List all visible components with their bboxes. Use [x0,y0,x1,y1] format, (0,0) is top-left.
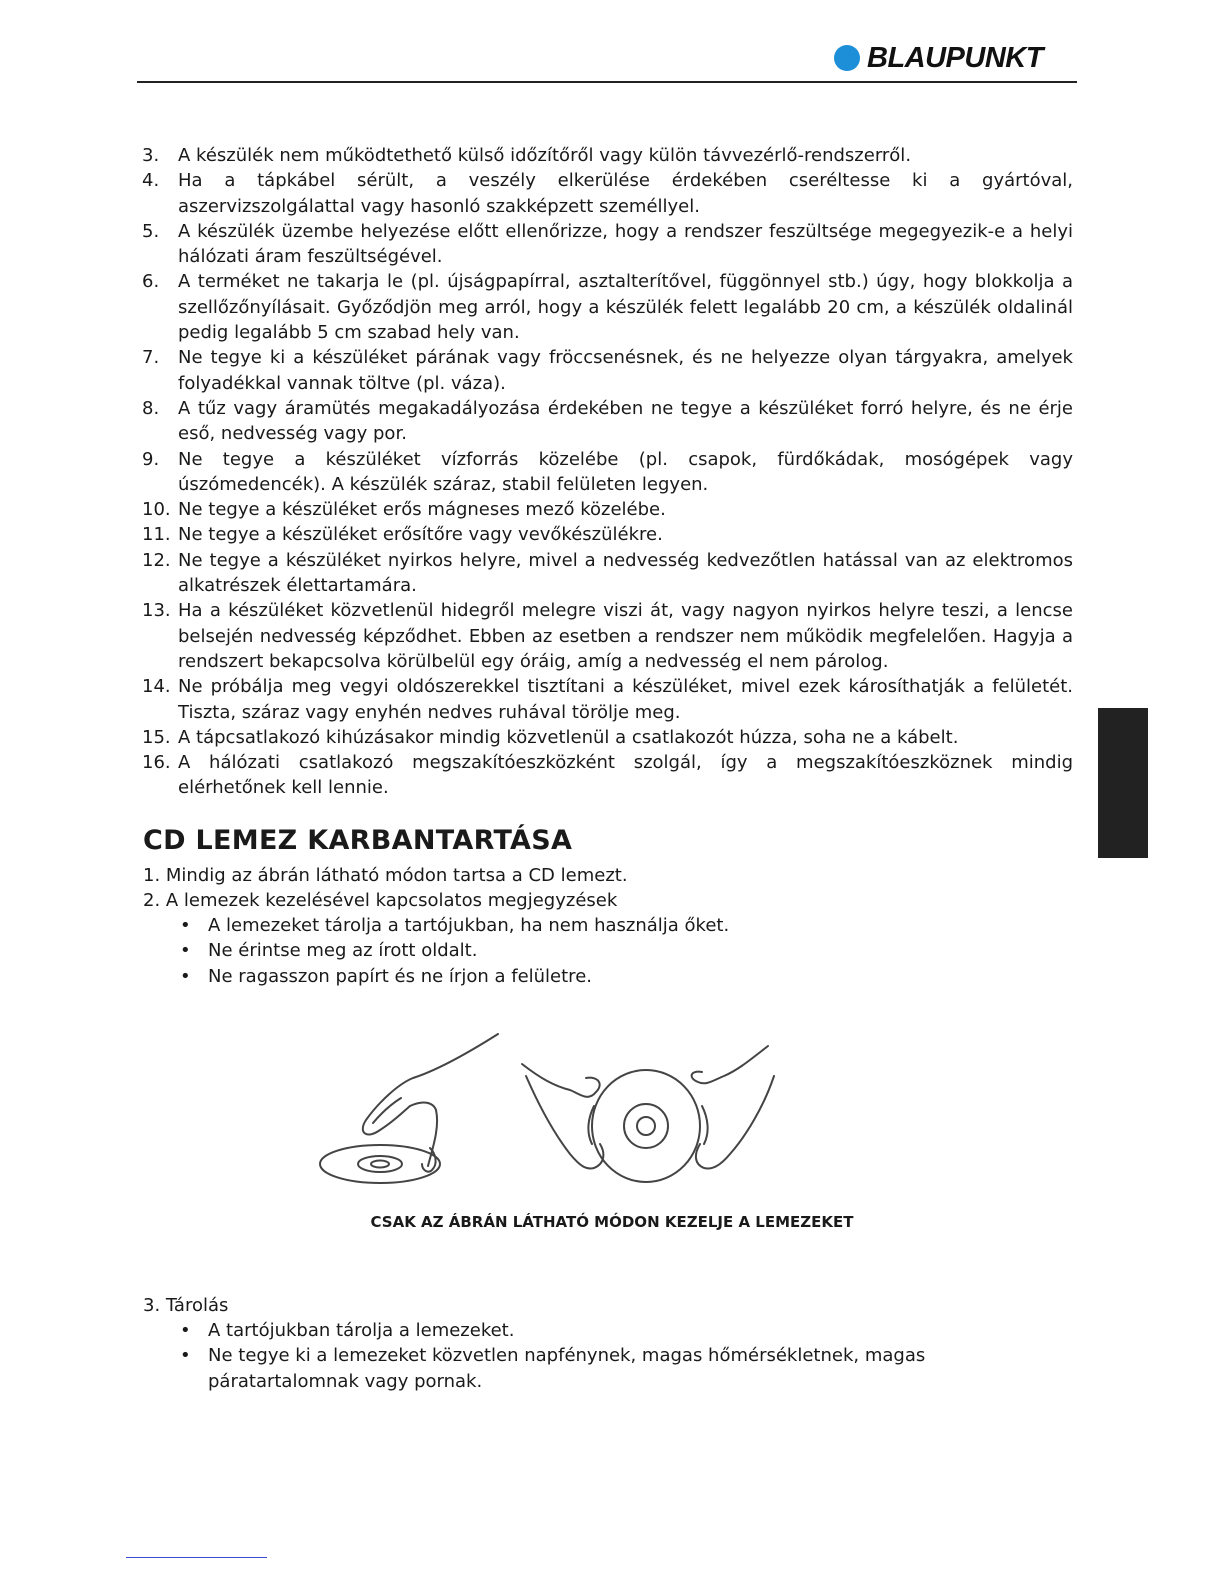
right-hands-holding-disc-icon [522,1046,774,1182]
section-title: CD LEMEZ KARBANTARTÁSA [143,825,573,856]
safety-list [142,143,1073,801]
item-number: 6. [142,271,160,293]
brand-name: BLAUPUNKT [867,41,1043,74]
storage-bullet-list [180,1318,980,1394]
list-item [142,522,1073,547]
figure-caption: CSAK AZ ÁBRÁN LÁTHATÓ MÓDON KEZELJE A LEMEZEKET [370,1213,854,1231]
item-number: 12. [142,549,171,571]
item-text: A terméket ne takarja le (pl. újságpapírral, asztalterítővel, függönnyel stb.) úgy, hogy blokkolja a szellőzőnyílásait. Győződjön meg arról, hogy a készülék felett legalább 20 cm, a készülék oldalinál pedig legalább 5 cm szabad hely van. [178,271,1073,344]
item-number: 13. [142,600,171,622]
bullet-item: • Ne tegye ki a lemezeket közvetlen napfénynek, magas hőmérsékletnek, magas páratartalomnak vagy pornak. [180,1343,980,1394]
bullet-item: • A tartójukban tárolja a lemezeket. [180,1318,980,1343]
cd-item-2: 2. A lemezek kezelésével kapcsolatos megjegyzések [143,890,618,911]
item-number: 5. [142,220,160,242]
list-item [142,168,1073,219]
item-text: Ne tegye a készüléket nyirkos helyre, mivel a nedvesség kedvezőtlen hatással van az elektromos alkatrészek élettartamára. [178,549,1073,597]
footer-line [126,1557,267,1558]
item-number: 8. [142,397,160,419]
list-item [142,143,1073,168]
item-number: 11. [142,524,171,546]
list-item [142,750,1073,801]
cd-handling-illustration [318,1028,780,1200]
list-item [142,598,1073,674]
cd-item-1: 1. Mindig az ábrán látható módon tartsa a CD lemezt. [143,865,628,886]
list-item [142,548,1073,599]
header-divider [137,81,1077,83]
cd-item-3: 3. Tárolás [143,1295,229,1316]
list-item [142,269,1073,345]
bullet-item: • Ne érintse meg az írott oldalt. [180,938,729,963]
item-text: A tűz vagy áramütés megakadályozása érdekében ne tegye a készüléket forró helyre, és ne érje eső, nedvesség vagy por. [178,397,1073,445]
item-text: A tápcsatlakozó kihúzásakor mindig közvetlenül a csatlakozót húzza, soha ne a kábelt. [178,726,959,748]
item-number: 3. [142,145,160,166]
list-item [142,674,1073,725]
bullet-item: • A lemezeket tárolja a tartójukban, ha nem használja őket. [180,913,729,938]
item-number: 16. [142,752,171,774]
list-item [142,497,1073,522]
item-text: Ne tegye a készüléket vízforrás közelébe (pl. csapok, fürdőkádak, mosógépek vagy úszómedencék). A készülék száraz, stabil felületen legyen. [178,448,1073,495]
item-text: A készülék nem működtethető külső időzítőről vagy külön távvezérlő-rendszerről. [178,145,912,166]
list-item [142,345,1073,396]
item-text: Ha a tápkábel sérült, a veszély elkerülése érdekében cseréltesse ki a gyártóval, aszervizszolgálattal vagy hasonló szakképzett személlyel. [178,170,1073,217]
item-text: Ne próbálja meg vegyi oldószerekkel tisztítani a készüléket, mivel ezek károsíthatják a felületét. Tiszta, száraz vagy enyhén nedves ruhával törölje meg. [178,676,1073,723]
item-text: Ne tegye a készüléket erősítőre vagy vevőkészülékre. [178,524,663,546]
list-item [142,396,1073,447]
list-item [142,447,1073,498]
logo-dot-icon [834,45,860,71]
item-number: 15. [142,726,171,748]
item-text: Ha a készüléket közvetlenül hidegről melegre viszi át, vagy nagyon nyirkos helyre teszi, a lencse belsején nedvesség képződhet. Ebben az esetben a rendszer nem működik megfelelően. Hagyja a rendszert bekapcsolva körülbelül egy óráig, amíg a nedvesség el nem párolog. [178,600,1073,672]
item-text: A hálózati csatlakozó megszakítóeszközként szolgál, így a megszakítóeszköznek mindig elérhetőnek kell lennie. [178,752,1073,799]
item-number: 7. [142,347,160,369]
list-item [142,725,1073,750]
item-number: 4. [142,170,160,192]
item-number: 9. [142,448,160,470]
handling-bullet-list [180,913,729,989]
list-item [142,219,1073,270]
item-number: 14. [142,676,171,698]
item-text: Ne tegye a készüléket erős mágneses mező közelébe. [178,499,666,521]
bullet-item: • Ne ragasszon papírt és ne írjon a felületre. [180,964,729,989]
item-text: Ne tegye ki a készüléket párának vagy fröccsenésnek, és ne helyezze olyan tárgyakra, amelyek folyadékkal vannak töltve (pl. váza). [178,347,1073,394]
brand-logo [834,42,1043,74]
item-text: A készülék üzembe helyezése előtt ellenőrizze, hogy a rendszer feszültsége megegyezik-e a helyi hálózati áram feszültségével. [178,220,1073,268]
side-language-tab [1098,708,1148,858]
left-hand-holding-disc-icon [320,1034,498,1183]
item-number: 10. [142,499,171,521]
